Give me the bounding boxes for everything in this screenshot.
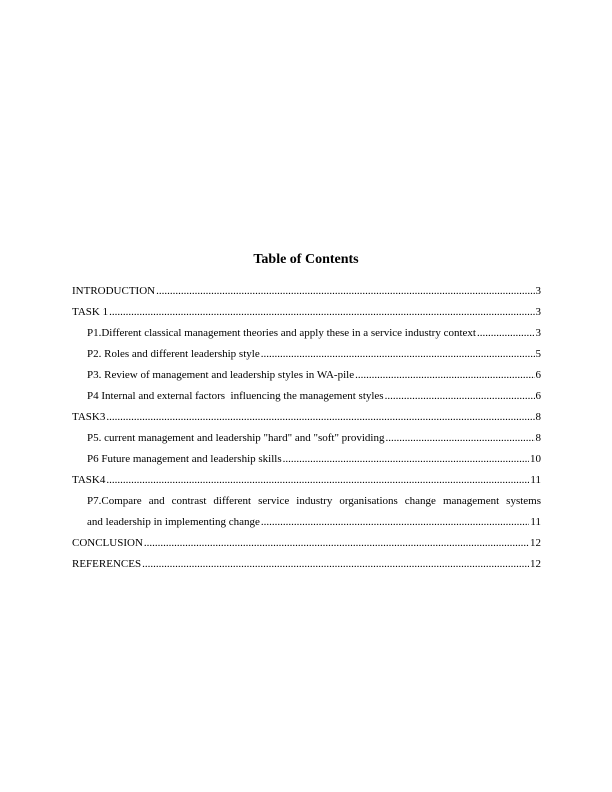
toc-leader-dots xyxy=(477,323,535,344)
toc-entry-page: 6 xyxy=(535,390,541,402)
toc-entry-page: 3 xyxy=(535,327,541,339)
toc-entry-page: 8 xyxy=(535,411,541,423)
toc-entry-p7[interactable] xyxy=(72,512,541,533)
toc-entry-label: P4 Internal and external factors influencing the management styles xyxy=(87,390,384,402)
toc-entry-page: 10 xyxy=(530,453,541,465)
toc-leader-dots xyxy=(142,554,529,575)
toc-entry-p1[interactable] xyxy=(72,323,541,344)
toc-entry-page: 5 xyxy=(535,348,541,360)
toc-leader-dots xyxy=(385,428,534,449)
toc-entry-label: P2. Roles and different leadership style xyxy=(87,348,260,360)
toc-entry-page: 8 xyxy=(535,432,541,444)
toc-leader-dots xyxy=(156,281,534,302)
toc-entry-label: TASK 1 xyxy=(72,306,109,318)
toc-entry-page: 11 xyxy=(530,474,541,486)
toc-list xyxy=(72,281,541,575)
toc-entry-p3[interactable] xyxy=(72,365,541,386)
toc-leader-dots xyxy=(106,407,534,428)
toc-entry-task-1[interactable] xyxy=(72,302,541,323)
toc-entry-label: and leadership in implementing change xyxy=(87,516,260,528)
toc-leader-dots xyxy=(261,512,530,533)
toc-entry-page: 11 xyxy=(530,516,541,528)
toc-entry-p5[interactable] xyxy=(72,428,541,449)
toc-entry-page: 3 xyxy=(535,306,541,318)
toc-entry-label: TASK3 xyxy=(72,411,106,423)
toc-entry-label: CONCLUSION xyxy=(72,537,143,549)
toc-entry-page: 12 xyxy=(530,537,541,549)
toc-entry-label: REFERENCES xyxy=(72,558,142,570)
toc-entry-label: P6 Future management and leadership skills xyxy=(87,453,282,465)
toc-entry-label: INTRODUCTION xyxy=(72,285,156,297)
toc-entry-references[interactable] xyxy=(72,554,541,575)
toc-entry-page: 6 xyxy=(535,369,541,381)
toc-entry-p7-line1[interactable]: P7.Compare and contrast different service industry organisations change management systems xyxy=(87,495,541,507)
toc-entry-task-4[interactable] xyxy=(72,470,541,491)
toc-leader-dots xyxy=(144,533,529,554)
toc-entry-task-3[interactable] xyxy=(72,407,541,428)
toc-entry-conclusion[interactable] xyxy=(72,533,541,554)
toc-entry-page: 12 xyxy=(530,558,541,570)
toc-entry-label: P5. current management and leadership "hard" and "soft" providing xyxy=(87,432,385,444)
toc-entry-label: TASK4 xyxy=(72,474,106,486)
toc-entry-label: P1.Different classical management theories and apply these in a service industry context xyxy=(87,327,476,339)
toc-leader-dots xyxy=(355,365,534,386)
toc-entry-p4[interactable] xyxy=(72,386,541,407)
toc-leader-dots xyxy=(261,344,535,365)
toc-leader-dots xyxy=(109,302,534,323)
toc-entry-label: P3. Review of management and leadership styles in WA-pile xyxy=(87,369,355,381)
toc-entry-introduction[interactable] xyxy=(72,281,541,302)
toc-title: Table of Contents xyxy=(253,252,359,267)
toc-entry-page: 3 xyxy=(535,285,541,297)
toc-leader-dots xyxy=(106,470,529,491)
toc-entry-p6[interactable] xyxy=(72,449,541,470)
toc-entry-p2[interactable] xyxy=(72,344,541,365)
toc-leader-dots xyxy=(283,449,529,470)
toc-leader-dots xyxy=(385,386,535,407)
